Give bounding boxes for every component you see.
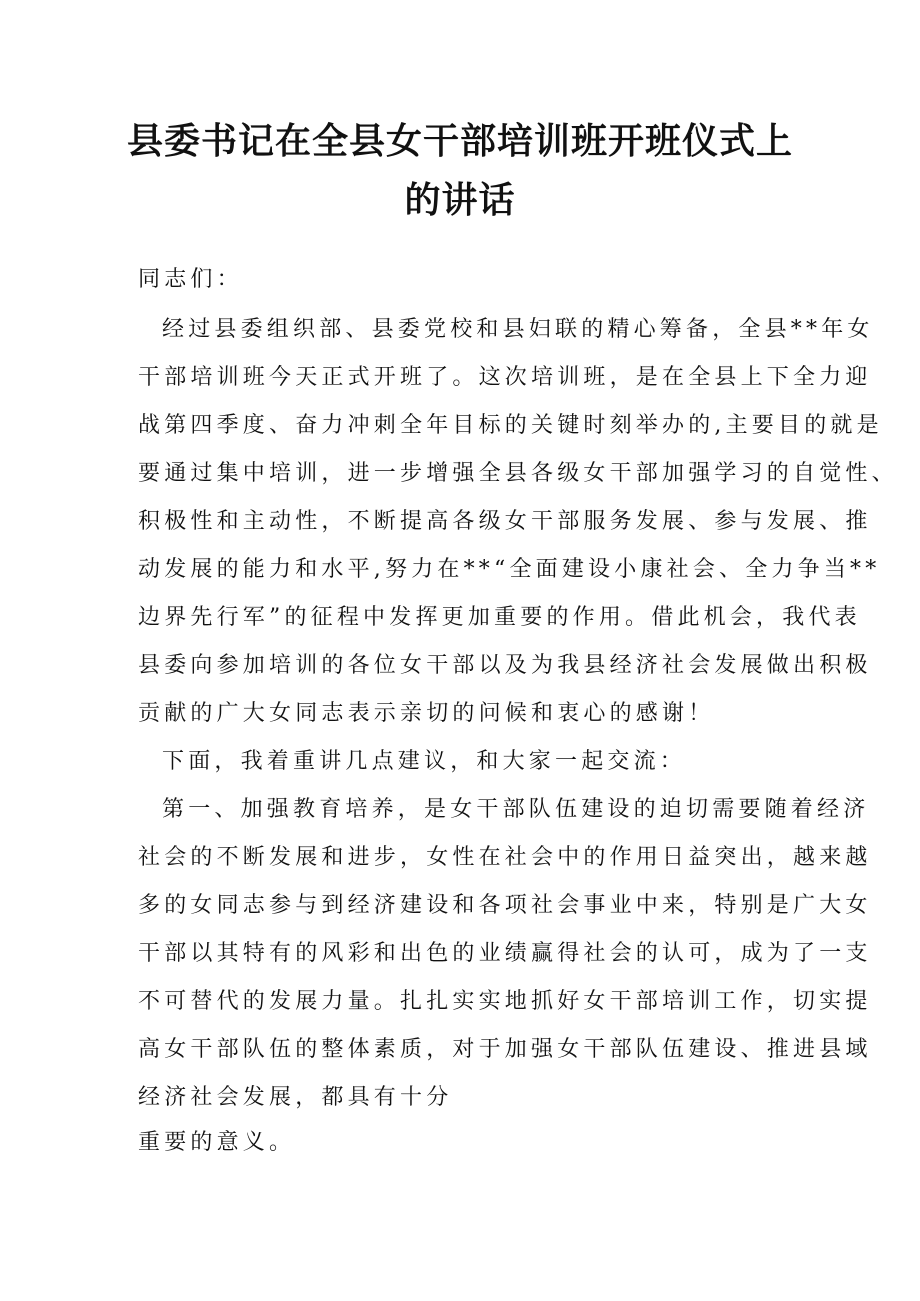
paragraph-line: 下面，我着重讲几点建议，和大家一起交流：	[162, 749, 687, 774]
paragraph-line: 干部以其特有的风彩和出色的业绩赢得社会的认可，成为了一支	[138, 941, 872, 966]
paragraph-line: 不可替代的发展力量。扎扎实实地抓好女干部培训工作，切实提	[138, 989, 872, 1014]
paragraph-line: 经过县委组织部、县委党校和县妇联的精心筹备，全县**年女	[162, 317, 874, 342]
paragraph-line: 县委向参加培训的各位女干部以及为我县经济社会发展做出积极	[138, 653, 872, 678]
paragraph-line: 积极性和主动性，不断提高各级女干部服务发展、参与发展、推	[138, 509, 872, 534]
paragraph-line: 经济社会发展，都具有十分	[138, 1085, 453, 1110]
salutation: 同志们：	[138, 267, 243, 292]
paragraph-line: 第一、加强教育培养，是女干部队伍建设的迫切需要随着经济	[162, 797, 870, 822]
paragraph-line: 要通过集中培训，进一步增强全县各级女干部加强学习的自觉性、	[138, 461, 898, 486]
paragraph-line: 贡献的广大女同志表示亲切的问候和衷心的感谢！	[138, 701, 715, 726]
document-title-line-2: 的讲话	[404, 180, 516, 221]
paragraph-line: 多的女同志参与到经济建设和各项社会事业中来，特别是广大女	[138, 893, 872, 918]
paragraph-line: 干部培训班今天正式开班了。这次培训班，是在全县上下全力迎	[138, 365, 872, 390]
paragraph-line: 重要的意义。	[138, 1130, 296, 1155]
document-title-line-1: 县委书记在全县女干部培训班开班仪式上	[126, 121, 793, 162]
paragraph-line: 战第四季度、奋力冲刺全年目标的关键时刻举办的,主要目的就是	[138, 413, 883, 438]
paragraph-line: 动发展的能力和水平,努力在**“全面建设小康社会、全力争当**	[138, 557, 881, 582]
paragraph-line: 社会的不断发展和进步，女性在社会中的作用日益突出，越来越	[138, 845, 872, 870]
paragraph-line: 高女干部队伍的整体素质，对于加强女干部队伍建设、推进县域	[138, 1037, 872, 1062]
paragraph-line: 边界先行军”的征程中发挥更加重要的作用。借此机会，我代表	[138, 605, 861, 630]
